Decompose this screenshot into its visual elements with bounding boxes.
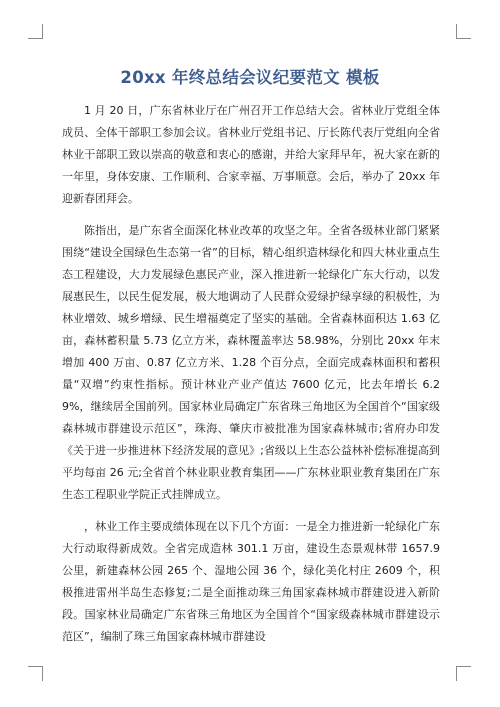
paragraph-3: ，林业工作主要成绩体现在以下几个方面：一是全力推进新一轮绿化广东大行动取得新成效。全省完成造林 301.1 万亩，建设生态景观林带 1657.9 公里，新建森林公园 265 个、湿地公园 36 个，绿化美化村庄 2609 个，积极推进雷州半岛生态修复;二是全面推动珠三角国家森林城市群建设进入新阶段。国家林业局确定广东省珠三角地区为全国首个“国家级森林城市群建设示范区”，编制了珠三角国家森林城市群建设 — [62, 520, 440, 643]
crop-mark-bottom-left — [28, 666, 43, 681]
crop-mark-top-left — [28, 24, 43, 39]
crop-mark-top-right — [456, 24, 471, 39]
crop-mark-bottom-right — [456, 666, 471, 681]
document-title: 20xx 年终总结会议纪要范文 模板 — [120, 68, 380, 87]
document-body — [62, 100, 440, 658]
paragraph-1: 1 月 20 日，广东省林业厅在广州召开工作总结大会。省林业厅党组全体成员、全体干部职工参加会议。省林业厅党组书记、厅长陈代表厅党组向全省林业干部职工致以崇高的敬意和衷心的感谢，并给大家拜早年，祝大家在新的一年里，身体安康、工作顺利、合家幸福、万事顺意。会后，举办了 20xx 年迎新春团拜会。 — [62, 104, 440, 205]
paragraph-2: 陈指出，是广东省全面深化林业改革的攻坚之年。全省各级林业部门紧紧围绕“建设全国绿色生态第一省”的目标，精心组织造林绿化和四大林业重点生态工程建设，大力发展绿色惠民产业，深入推进新一轮绿化广东大行动，以发展惠民生，以民生促发展，极大地调动了人民群众爱绿护绿享绿的积极性，为林业增效、城乡增绿、民生增福奠定了坚实的基础。全省森林面积达 1.63 亿亩，森林蓄积量 5.73 亿立方米，森林覆盖率达 58.98%，分别比 20xx 年末增加 400 万亩、0.87 亿立方米、1.28 个百分点，全面完成森林面积和蓄积量“双增”约束性指标。预计林业产业产值达 7600 亿元，比去年增长 6.29%，继续居全国前列。国家林业局确定广东省珠三角地区为全国首个“国家级森林城市群建设示范区”，珠海、肇庆市被批准为国家森林城市;省府办印发《关于进一步推进林下经济发展的意见》;省级以上生态公益林补偿标准提高到平均每亩 26 元;全省首个林业职业教育集团——广东林业职业教育集团在广东生态工程职业学院正式挂牌成立。 — [62, 224, 440, 501]
